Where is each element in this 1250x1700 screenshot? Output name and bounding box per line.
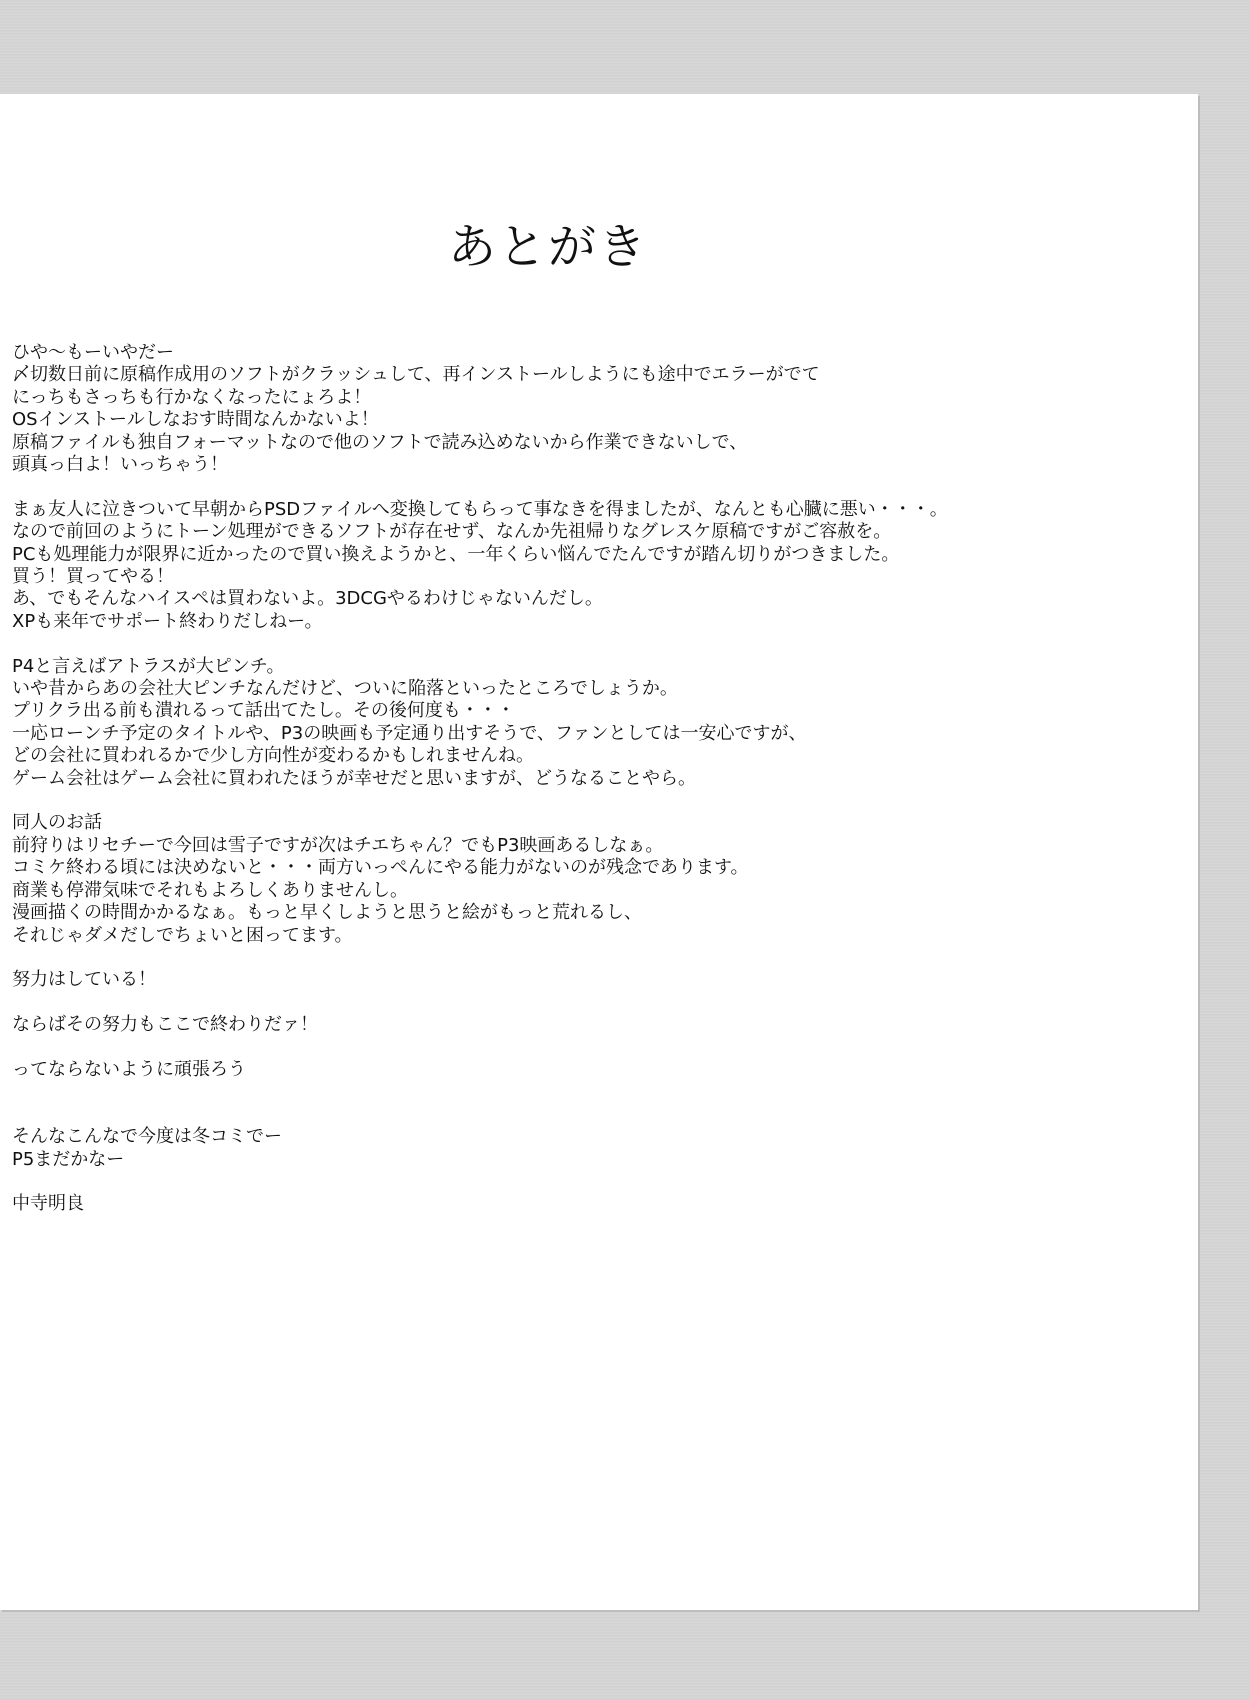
text-line: にっちもさっちも行かなくなったにょろよ！ xyxy=(12,386,372,408)
paragraph xyxy=(12,812,1192,946)
text-line: P4と言えばアトラスが大ピンチ。 xyxy=(12,655,285,677)
text-line: そんなこんなで今度は冬コミでー xyxy=(12,1126,282,1148)
text-line: どの会社に買われるかで少し方向性が変わるかもしれませんね。 xyxy=(12,745,534,767)
text-line: XPも来年でサポート終わりだしねー。 xyxy=(12,610,323,632)
text-line: P5まだかなー xyxy=(12,1148,125,1170)
text-line: 努力はしている！ xyxy=(12,969,156,991)
paragraph xyxy=(12,1059,1192,1081)
text-line: 〆切数日前に原稿作成用のソフトがクラッシュして、再インストールしようにも途中でエラーがでて xyxy=(12,364,820,386)
afterword-page xyxy=(0,94,1198,1610)
text-line: あ、でもそんなハイスペは買わないよ。3DCGやるわけじゃないんだし。 xyxy=(12,588,603,610)
text-line: 中寺明良 xyxy=(12,1193,84,1215)
text-line: PCも処理能力が限界に近かったので買い換えようかと、一年くらい悩んでたんですが踏ん切りがつきました。 xyxy=(12,543,900,565)
text-line: 原稿ファイルも独自フォーマットなので他のソフトで読み込めないから作業できないしで、 xyxy=(12,431,748,453)
text-line: なので前回のようにトーン処理ができるソフトが存在せず、なんか先祖帰りなグレスケ原稿ですがご容赦を。 xyxy=(12,521,892,543)
text-line: 前狩りはリセチーで今回は雪子ですが次はチエちゃん？でもP3映画あるしなぁ。 xyxy=(12,834,664,856)
paragraph xyxy=(12,1193,1192,1215)
text-line: 買う！買ってやる！ xyxy=(12,566,174,588)
text-line: プリクラ出る前も潰れるって話出てたし。その後何度も・・・ xyxy=(12,700,515,722)
text-line: ゲーム会社はゲーム会社に買われたほうが幸せだと思いますが、どうなることやら。 xyxy=(12,767,696,789)
text-line: 同人のお話 xyxy=(12,812,102,834)
text-line: 漫画描くの時間かかるなぁ。もっと早くしようと思うと絵がもっと荒れるし、 xyxy=(12,902,642,924)
text-line: ひや～もーいやだー xyxy=(12,342,174,363)
paragraph xyxy=(12,499,1192,633)
page-title: あとがき xyxy=(447,219,648,275)
paragraph xyxy=(12,1126,1192,1171)
text-line: ならばその努力もここで終わりだァ！ xyxy=(12,1014,318,1036)
text-line: それじゃダメだしでちょいと困ってます。 xyxy=(12,924,353,946)
afterword-body xyxy=(12,342,1192,1238)
paragraph xyxy=(12,342,1192,476)
text-line: まぁ友人に泣きついて早朝からPSDファイルへ変換してもらって事なきを得ましたが、なんとも心臓に悪い・・・。 xyxy=(12,498,948,520)
text-line: いや昔からあの会社大ピンチなんだけど、ついに陥落といったところでしょうか。 xyxy=(12,678,678,700)
text-line: コミケ終わる頃には決めないと・・・両方いっぺんにやる能力がないのが残念であります。 xyxy=(12,857,749,879)
text-line: 商業も停滞気味でそれもよろしくありませんし。 xyxy=(12,879,408,901)
text-line: ってならないように頑張ろう xyxy=(12,1058,246,1080)
paragraph xyxy=(12,656,1192,790)
paragraph xyxy=(12,1014,1192,1036)
text-line: 一応ローンチ予定のタイトルや、P3の映画も予定通り出すそうで、ファンとしては一安心ですが、 xyxy=(12,722,807,744)
paragraph xyxy=(12,969,1192,991)
text-line: 頭真っ白よ！いっちゃう！ xyxy=(12,454,228,476)
text-line: OSインストールしなおす時間なんかないよ！ xyxy=(12,409,379,431)
